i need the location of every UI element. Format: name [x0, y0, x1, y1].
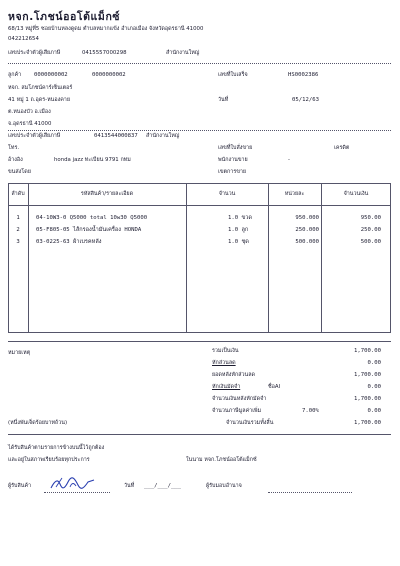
col-divider-4 [321, 183, 322, 333]
col-divider-2 [186, 183, 187, 333]
col-header-qty: จำนวน [218, 191, 236, 197]
receive-date-label: วันที่ [124, 483, 135, 489]
grand-total-label: จำนวนเงินรวมทั้งสิ้น [226, 420, 274, 426]
receive-date-blank: ___/___/___ [144, 483, 182, 489]
row-2-no: 2 [16, 227, 20, 233]
customer-code: 0000000002 [34, 72, 68, 78]
col-divider-1 [28, 183, 29, 333]
deposit-value: 0.00 [367, 384, 381, 390]
subtotal-value: 1,700.00 [354, 348, 381, 354]
customer-divider [8, 130, 391, 131]
totals-bottom-line [8, 434, 391, 435]
after-discount-label: ยอดหลังหักส่วนลด [212, 372, 256, 378]
tel-label: โทร. [8, 145, 20, 151]
col-header-amount: จำนวนเงิน [343, 191, 369, 197]
receiver-label: ผู้รับสินค้า [8, 483, 32, 489]
row-2-qty: 1.0 ลูก [228, 227, 249, 233]
row-2-desc: 05-F805-05 ไส้กรองน้ำมันเครื่อง HONDA [36, 227, 142, 233]
customer-addr3: จ.อุดรธานี 41000 [8, 121, 52, 127]
deposit-label: หักเงินมัดจำ [212, 384, 241, 390]
header-divider [8, 63, 391, 64]
row-1-price: 950.000 [295, 215, 319, 221]
row-3-amount: 500.00 [360, 239, 381, 245]
customer-tax-id: 0413544000837 [94, 133, 138, 139]
docno-value: HS0002386 [288, 72, 319, 78]
col-header-price: หน่วยละ [284, 191, 305, 197]
customer-name: หจก. สมโภชน์คาร์เซ็นเตอร์ [8, 85, 73, 91]
deposit-code: ชื่อAI [268, 384, 281, 390]
row-1-no: 1 [16, 215, 20, 221]
col-divider-3 [268, 183, 269, 333]
amount-in-words: (หนึ่งพันเจ็ดร้อยบาทถ้วน) [8, 420, 68, 426]
vat-rate: 7.00% [302, 408, 319, 414]
shop-tax-id: 0415557000298 [82, 50, 127, 56]
remark-label: หมายเหตุ [8, 350, 31, 356]
approver-sign-line [268, 492, 352, 493]
customer-addr1: 41 หมู่ 1 ถ.อุดร-หนองคาย [8, 97, 70, 103]
shop-tax-label: เลขประจำตัวผู้เสียภาษี [8, 50, 61, 56]
row-3-no: 3 [16, 239, 20, 245]
on-behalf: ในนาม หจก.โภชน์ออโต้แม็กซ์ [186, 457, 257, 463]
item-ref: honda jazz ทะเบียน 9791 กทม [54, 157, 131, 163]
shop-address: 68/13 หมู่ที่5 ซอยบ้านหลงดูดม ตำบลหมากแข้ง อำเภอเมือง จังหวัดอุดรธานี 41000 [8, 26, 204, 32]
so-label: เลขที่ใบสั่งขาย [218, 145, 253, 151]
row-2-amount: 250.00 [360, 227, 381, 233]
due-label: เขตการขาย [218, 169, 247, 175]
row-3-desc: 03-0225-63 ผ้าเบรคหลัง [36, 239, 102, 245]
item-ref-label: อ้างอิง [8, 157, 23, 163]
footer-note-2: และอยู่ในสภาพเรียบร้อยทุกประการ [8, 457, 90, 463]
col-header-desc: รหัสสินค้า/รายละเอียด [80, 191, 134, 197]
col-header-no: ลำดับ [11, 191, 25, 197]
customer-code2: 0000000002 [92, 72, 126, 78]
customer-tax-label: เลขประจำตัวผู้เสียภาษี [8, 133, 61, 139]
customer-code-label: ลูกค้า [8, 72, 22, 78]
discount-value: 0.00 [367, 360, 381, 366]
items-header-divider [8, 205, 391, 206]
shop-name: หจก.โภชน์ออโต้แม็กซ์ [8, 11, 121, 23]
row-3-qty: 1.0 ชุด [228, 239, 249, 245]
vat-label: จำนวนภาษีมูลค่าเพิ่ม [212, 408, 262, 414]
row-1-desc: 04-10W3-0 Q5000 total 10w30 Q5000 [36, 215, 148, 221]
approver-label: ผู้รับมอบอำนาจ [206, 483, 242, 489]
footer-note-1: ได้รับสินค้าตามรายการข้างบนนี้ไว้ถูกต้อง [8, 445, 105, 451]
salesman-value: - [288, 157, 290, 163]
subtotal-label: รวมเป็นเงิน [212, 348, 239, 354]
shop-phone: 042212654 [8, 36, 39, 42]
customer-addr2: ต.หนองบัว อ.เมือง [8, 109, 51, 115]
ship-label: ขนส่งโดย [8, 169, 31, 175]
grand-total-value: 1,700.00 [354, 420, 381, 426]
discount-label: หักส่วนลด [212, 360, 236, 366]
vat-value: 0.00 [367, 408, 381, 414]
date-value: 05/12/63 [292, 97, 319, 103]
after-deposit-label: จำนวนเงินหลังหักมัดจำ [212, 396, 267, 402]
row-3-price: 500.000 [295, 239, 319, 245]
shop-branch: สำนักงานใหญ่ [166, 50, 200, 56]
totals-top-line [8, 341, 391, 342]
after-deposit-value: 1,700.00 [354, 396, 381, 402]
row-1-amount: 950.00 [360, 215, 381, 221]
after-discount-value: 1,700.00 [354, 372, 381, 378]
docno-label: เลขที่ใบเสร็จ [218, 72, 248, 78]
customer-branch: สำนักงานใหญ่ [146, 133, 180, 139]
row-1-qty: 1.0 ขวด [228, 215, 253, 221]
date-label: วันที่ [218, 97, 229, 103]
credit-label: เครดิต [334, 145, 350, 151]
salesman-label: พนักงานขาย [218, 157, 248, 163]
row-2-price: 250.000 [295, 227, 319, 233]
receiver-signature [48, 475, 98, 493]
